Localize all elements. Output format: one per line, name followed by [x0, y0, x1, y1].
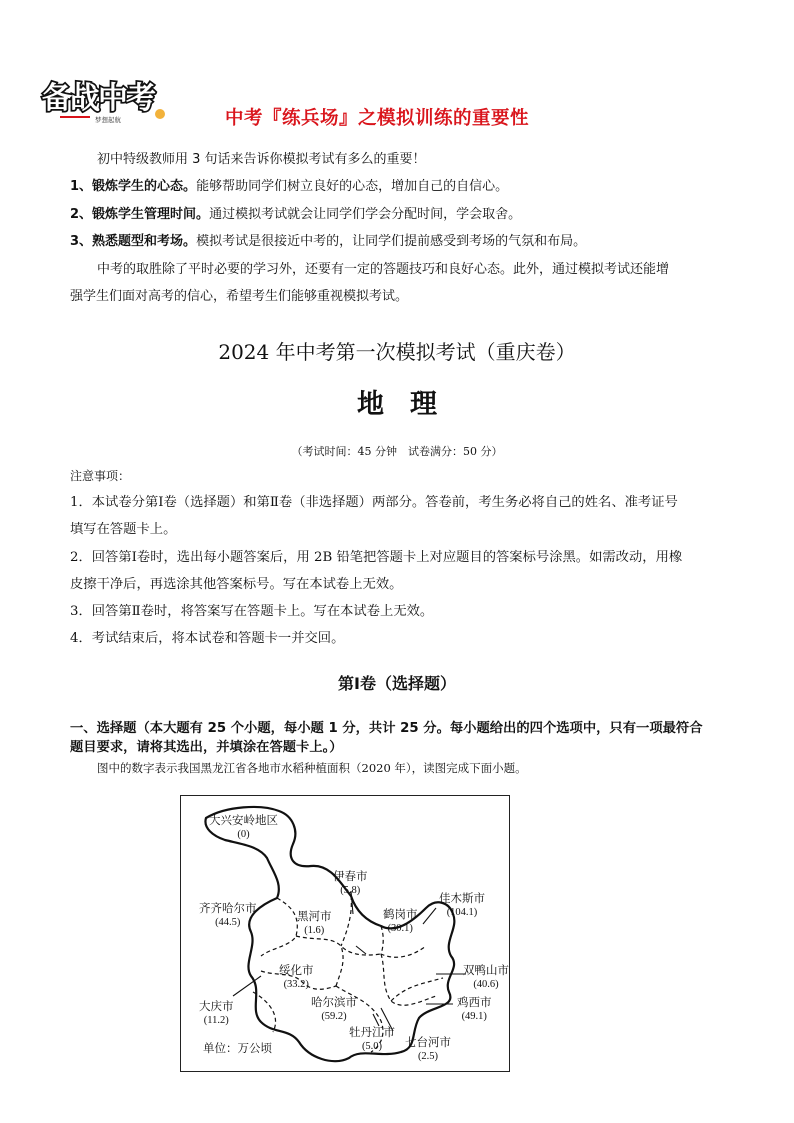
notes-heading: 注意事项： [70, 469, 131, 483]
region-border-7 [381, 954, 436, 1005]
region-shuangyashan [463, 964, 509, 992]
point-1-body: 能够帮助同学们树立良好的心态，增加自己的自信心。 [196, 179, 509, 194]
region-border-3 [341, 896, 351, 946]
region-name: 佳木斯市 [439, 893, 485, 905]
question-instruction-line-1: 一、选择题（本大题有 25 个小题，每小题 1 分，共计 25 分。每小题给出的四个选项中，只有一项最符合 [70, 721, 703, 736]
point-3-head: 熟悉题型和考场。 [92, 234, 197, 249]
promo-closing-line-1: 中考的取胜除了平时必要的学习外，还要有一定的答题技巧和良好心态。此外，通过模拟考试还能增 [97, 262, 670, 277]
region-name: 哈尔滨市 [311, 997, 357, 1009]
promo-point-1 [70, 177, 508, 196]
point-2-head: 锻炼学生管理时间。 [92, 207, 210, 222]
point-1-head: 锻炼学生的心态。 [92, 179, 197, 194]
region-value: (1.6) [304, 925, 325, 936]
region-name: 双鸭山市 [463, 965, 509, 977]
region-suihua [279, 964, 314, 992]
region-daqing [199, 1000, 234, 1028]
region-value: (40.6) [473, 979, 499, 990]
region-name: 七台河市 [405, 1037, 451, 1049]
exam-subject: 地理 [357, 389, 463, 420]
point-3-num: 3、 [70, 234, 93, 249]
notes-line-6: 4．考试结束后，将本试卷和答题卡一并交回。 [70, 631, 345, 646]
region-border-6 [336, 946, 343, 986]
question-instruction-line-2: 题目要求，请将其选出，并填涂在答题卡上。） [70, 740, 343, 755]
arrow-hegang [356, 946, 366, 954]
notes-line-5: 3．回答第Ⅱ卷时，将答案写在答题卡上。写在本试卷上无效。 [70, 604, 434, 619]
promo-title: 中考『练兵场』之模拟训练的重要性 [225, 108, 530, 129]
notes-line-1: 1．本试卷分第Ⅰ卷（选择题）和第Ⅱ卷（非选择题）两部分。答卷前，考生务必将自己的姓名、准考证号 [70, 495, 678, 510]
region-qiqihar [199, 902, 257, 930]
region-name: 黑河市 [297, 911, 332, 923]
region-name: 牡丹江市 [349, 1027, 395, 1039]
point-2-body: 通过模拟考试就会让同学们学会分配时间，学会取舍。 [209, 207, 522, 222]
region-value: (0) [237, 829, 250, 840]
exam-info: （考试时间：45 分钟 试卷满分：50 分） [291, 445, 503, 458]
region-jiamusi [439, 892, 485, 920]
region-border-10 [391, 978, 443, 1001]
region-harbin [311, 996, 357, 1024]
region-value: (2.5) [417, 1051, 439, 1062]
region-hegang [383, 908, 418, 936]
region-value: (44.5) [215, 917, 241, 928]
region-name: 大兴安岭地区 [209, 815, 278, 827]
region-value: (33.2) [283, 979, 309, 990]
region-name: 鹤岗市 [383, 909, 418, 921]
logo-tagline: 梦想起航 [95, 116, 121, 124]
notes-line-2: 填写在答题卡上。 [70, 522, 177, 537]
logo-text: 备战中考 [42, 81, 154, 116]
region-name: 大庆市 [199, 1001, 234, 1013]
logo [40, 70, 175, 128]
region-value: (5.0) [361, 1041, 383, 1052]
logo-underline [60, 116, 90, 118]
heilongjiang-rice-map [180, 795, 510, 1072]
region-name: 齐齐哈尔市 [199, 903, 257, 915]
region-qitaihe [405, 1036, 451, 1064]
question-lead: 图中的数字表示我国黑龙江省各地市水稻种植面积（2020 年），读图完成下面小题。 [97, 761, 527, 775]
region-name: 绥化市 [279, 965, 314, 977]
region-jixi [457, 996, 492, 1024]
section-title: 第Ⅰ卷（选择题） [338, 674, 456, 693]
point-3-body: 模拟考试是很接近中考的，让同学们提前感受到考场的气氛和布局。 [196, 234, 587, 249]
region-value: (5.8) [340, 885, 361, 896]
promo-intro: 初中特级教师用 3 句话来告诉你模拟考试有多么的重要！ [97, 152, 426, 167]
notes-line-4: 皮擦干净后，再选涂其他答案标号。写在本试卷上无效。 [70, 577, 403, 592]
region-border-1 [261, 898, 297, 956]
promo-closing-line-2: 强学生们面对高考的信心，希望考生们能够重视模拟考试。 [70, 289, 409, 304]
point-2-num: 2、 [70, 207, 93, 222]
region-value: (11.2) [203, 1015, 229, 1026]
logo-graphic [40, 70, 175, 128]
map-unit: 单位：万公顷 [203, 1043, 272, 1055]
region-border-2 [296, 936, 381, 955]
region-name: 伊春市 [333, 871, 368, 883]
region-heihe [297, 910, 332, 938]
promo-point-2 [70, 205, 521, 224]
logo-decor-icon [155, 109, 165, 119]
region-mudanjiang [349, 1026, 395, 1054]
region-yichun [333, 870, 368, 898]
notes-line-3: 2．回答第Ⅰ卷时，选出每小题答案后，用 2B 铅笔把答题卡上对应题目的答案标号涂黑。如需改动，用橡 [70, 550, 683, 565]
region-value: (104.1) [446, 907, 478, 918]
region-value: (30.1) [387, 923, 413, 934]
point-1-num: 1、 [70, 179, 93, 194]
exam-title: 2024 年中考第一次模拟考试（重庆卷） [218, 340, 576, 364]
region-value: (49.1) [461, 1011, 487, 1022]
region-name: 鸡西市 [457, 997, 492, 1009]
promo-point-3 [70, 232, 586, 251]
region-value: (59.2) [321, 1011, 347, 1022]
region-daxinganling [209, 814, 278, 842]
